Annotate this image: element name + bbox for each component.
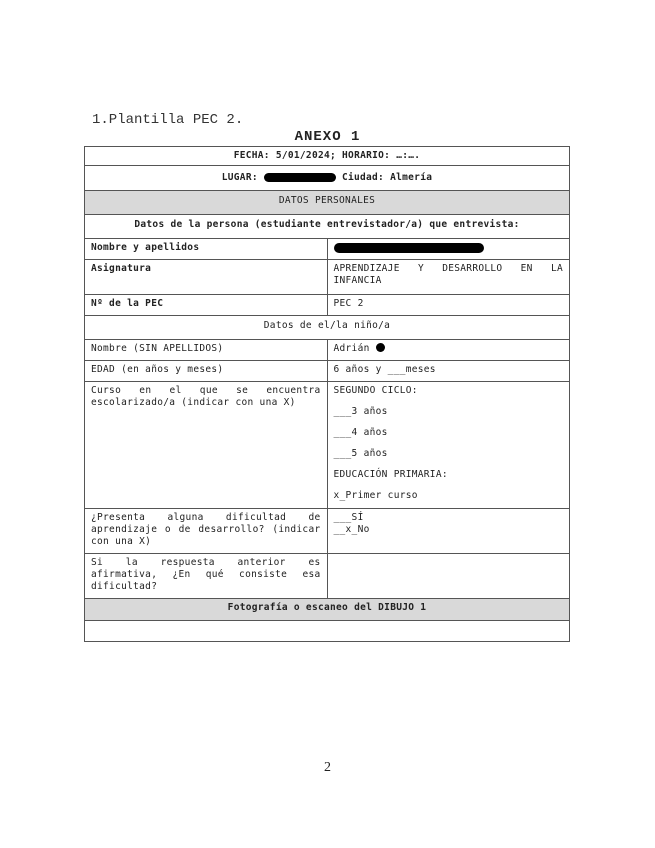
row-label: ¿Presenta alguna dificultad de aprendizaje o de desarrollo? (indicar con una X): [85, 509, 328, 554]
option-no: __x_No: [333, 524, 370, 535]
option-4-anos: ___4 años: [333, 427, 388, 438]
row-label: Curso en el que se encuentra escolarizado/a (indicar con una X): [85, 382, 328, 509]
row-label: Asignatura: [85, 260, 328, 295]
curso-options: [327, 382, 570, 509]
drawing-placeholder-row: [85, 621, 570, 642]
row-label: Nombre (SIN APELLIDOS): [85, 340, 328, 361]
section-personal-row: [85, 191, 570, 215]
table-row: [85, 382, 570, 509]
option-primer-curso: x_Primer curso: [333, 490, 418, 501]
lugar-ciudad: Ciudad: Almería: [341, 172, 433, 183]
table-row: [85, 260, 570, 295]
section-child: Datos de el/la niño/a: [85, 316, 570, 340]
row-label: Nombre y apellidos: [85, 239, 328, 260]
table-row: [85, 554, 570, 599]
anexo-title: ANEXO 1: [294, 129, 361, 145]
page-number: 2: [324, 760, 331, 775]
row-label: EDAD (en años y meses): [85, 361, 328, 382]
row-value: PEC 2: [327, 295, 570, 316]
table-row: [85, 509, 570, 554]
section-personal: DATOS PERSONALES: [85, 191, 570, 215]
fecha-row: [85, 147, 570, 166]
row-label: Nº de la PEC: [85, 295, 328, 316]
redaction-dot: [376, 343, 385, 352]
section-interviewer: Datos de la persona (estudiante entrevistador/a) que entrevista:: [85, 215, 570, 239]
dificultad-options: [327, 509, 570, 554]
row-value: APRENDIZAJE Y DESARROLLO EN LA INFANCIA: [327, 260, 570, 295]
table-row: [85, 361, 570, 382]
row-value: [327, 554, 570, 599]
table-row: [85, 239, 570, 260]
row-label: Si la respuesta anterior es afirmativa, ¿En qué consiste esa dificultad?: [85, 554, 328, 599]
section-interviewer-row: [85, 215, 570, 239]
option-educacion-primaria: EDUCACIÓN PRIMARIA:: [333, 469, 448, 480]
interview-form-table: [84, 146, 570, 642]
option-5-anos: ___5 años: [333, 448, 388, 459]
row-value: [327, 239, 570, 260]
document-heading: 1.Plantilla PEC 2.: [92, 112, 244, 128]
section-child-row: [85, 316, 570, 340]
section-drawing: Fotografía o escaneo del DIBUJO 1: [85, 599, 570, 621]
fecha-cell: FECHA: 5/01/2024; HORARIO: …:….: [85, 147, 570, 166]
lugar-cell: [85, 166, 570, 191]
row-value: 6 años y ___meses: [327, 361, 570, 382]
drawing-placeholder: [85, 621, 570, 642]
table-row: [85, 295, 570, 316]
option-segundo-ciclo: SEGUNDO CICLO:: [333, 385, 418, 396]
redacted-location: [264, 173, 336, 182]
child-name: Adrián: [333, 343, 370, 354]
option-si: ___SÍ: [333, 512, 364, 523]
lugar-label: LUGAR:: [221, 172, 258, 183]
redacted-name: [334, 243, 484, 253]
table-row: [85, 340, 570, 361]
lugar-row: [85, 166, 570, 191]
option-3-anos: ___3 años: [333, 406, 388, 417]
section-drawing-row: [85, 599, 570, 621]
row-value: [327, 340, 570, 361]
